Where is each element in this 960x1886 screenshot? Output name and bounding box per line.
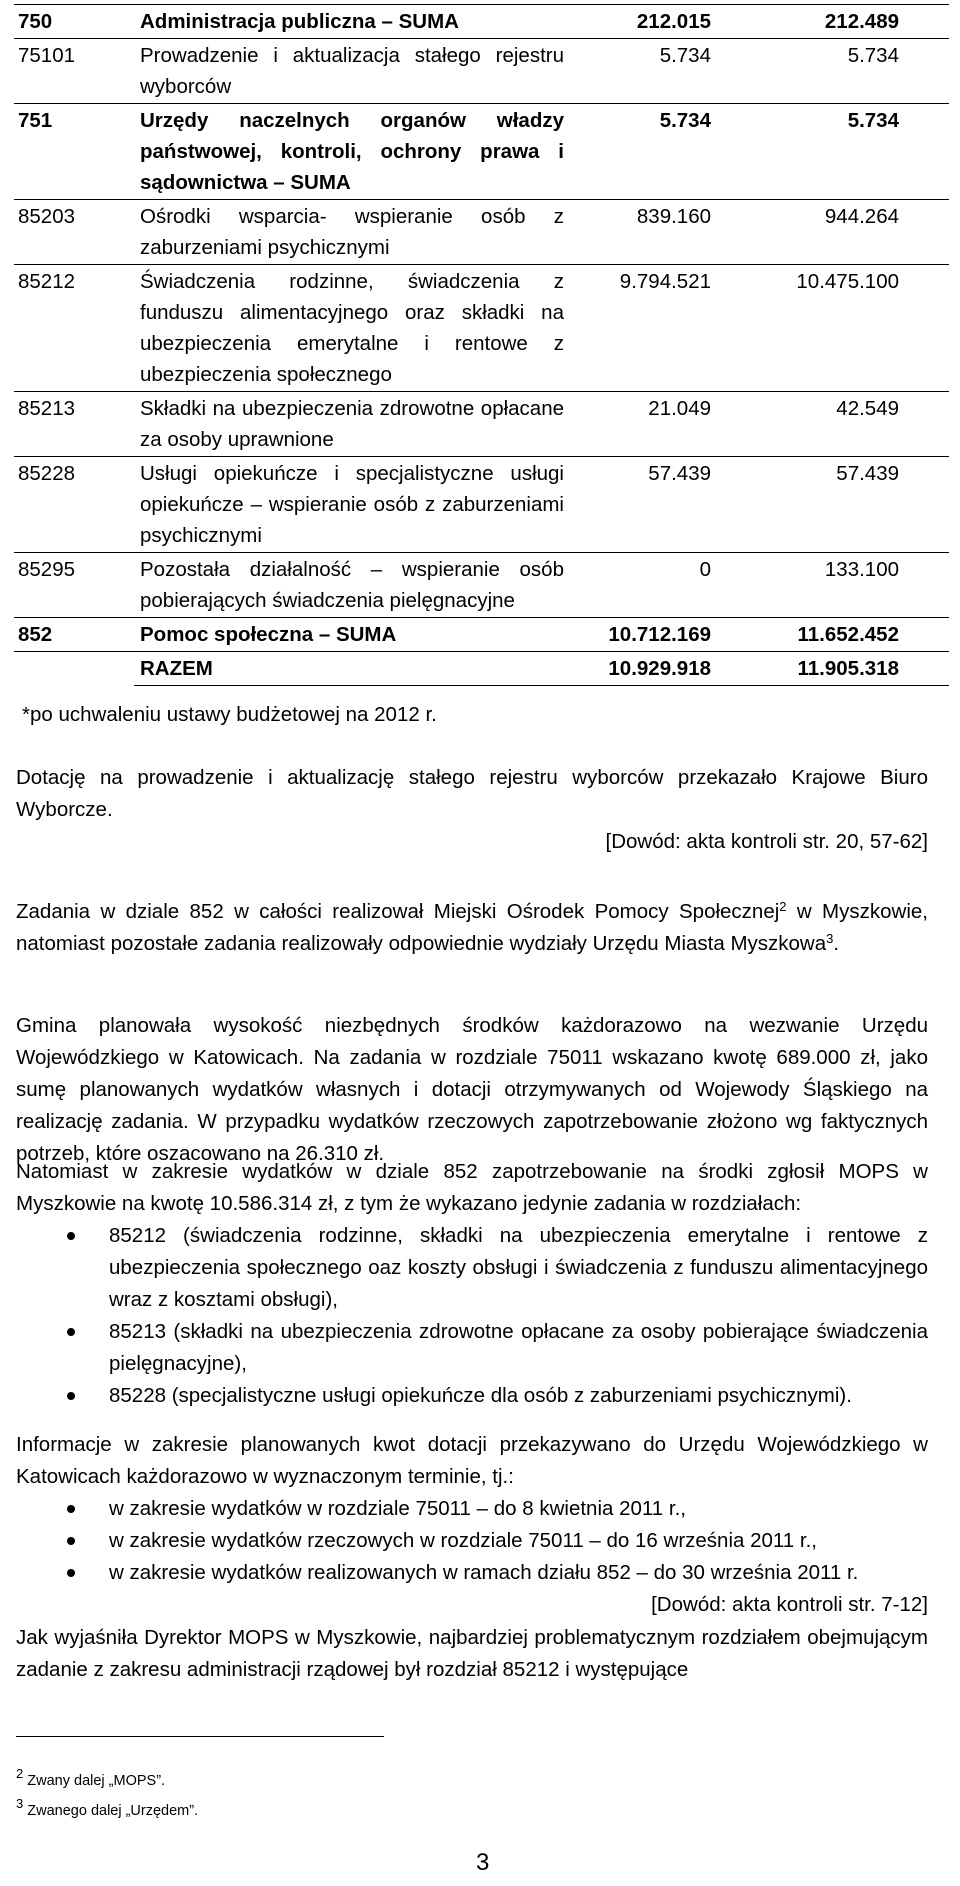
footnote-ref: 2 — [779, 899, 787, 914]
list-item: w zakresie wydatków realizowanych w ramach działu 852 – do 30 września 2011 r. — [109, 1557, 928, 1589]
row-value-1: 5.734 — [570, 39, 743, 104]
row-code: 85203 — [14, 200, 134, 265]
table-row — [14, 392, 949, 457]
row-value-1: 10.712.169 — [570, 618, 743, 652]
paragraph-director-explanation: Jak wyjaśniła Dyrektor MOPS w Myszkowie, najbardziej problematycznym rozdziałem obejmującym zadanie z zakresu administracji rządowej był rozdział 85212 i występujące — [16, 1626, 928, 1681]
footnote-separator — [16, 1736, 384, 1737]
table-row — [14, 457, 949, 553]
paragraph-funds-planning: Gmina planowała wysokość niezbędnych środków każdorazowo na wezwanie Urzędu Wojewódzkiego w Katowicach. Na zadania w rozdziale 75011 wskazano kwotę 689.000 zł, jako sumę planowanych wydatków własnych i dotacji otrzymywanych od Wojewody Śląskiego na realizację zadania. W przypadku wydatków rzeczowych zapotrzebowanie złożono wg faktycznych potrzeb, które oszacowano na 26.310 zł. — [16, 1014, 928, 1165]
row-name: Ośrodki wsparcia- wspieranie osób z zaburzeniami psychicznymi — [134, 200, 570, 265]
paragraph-mops-request: Natomiast w zakresie wydatków w dziale 852 zapotrzebowanie na środki zgłosił MOPS w Myszkowie na kwotę 10.586.314 zł, z tym że wykazano jedynie zadania w rozdziałach: 85212 (świadczenia rodzinne, składki na ubezpieczenia emerytalne i rentowe z ubezpieczenia społecznego oaz koszty obsługi i świadczenia z funduszu alimentacyjnego wraz z kosztami obsługi), 85213 (składki na ubezpieczenia zdrowotne opłacane za osoby pobierające świadczenia pielęgnacyjne), 85228 (specjalistyczne usługi opiekuńcze dla osób z zaburzeniami psychicznymi). — [16, 1156, 928, 1412]
row-name: Świadczenia rodzinne, świadczenia z funduszu alimentacyjnego oraz składki na ubezpieczenia emerytalne i rentowe z ubezpieczenia społecznego — [134, 265, 570, 392]
total-value-2: 11.905.318 — [743, 652, 949, 686]
row-code: 85212 — [14, 265, 134, 392]
row-name: Pozostała działalność – wspieranie osób pobierających świadczenia pielęgnacyjne — [134, 553, 570, 618]
total-value-1: 10.929.918 — [570, 652, 743, 686]
row-value-2: 11.652.452 — [743, 618, 949, 652]
row-value-1: 57.439 — [570, 457, 743, 553]
footnote-ref: 3 — [826, 931, 834, 946]
row-value-1: 0 — [570, 553, 743, 618]
list-item: w zakresie wydatków w rozdziale 75011 – do 8 kwietnia 2011 r., — [109, 1493, 928, 1525]
row-name: Usługi opiekuńcze i specjalistyczne usługi opiekuńcze – wspieranie osób z zaburzeniami psychicznymi — [134, 457, 570, 553]
row-code: 85228 — [14, 457, 134, 553]
page-number: 3 — [476, 1849, 490, 1876]
bullet-list — [16, 1493, 928, 1589]
paragraph-task-execution: Zadania w dziale 852 w całości realizował Miejski Ośrodek Pomocy Społecznej$^2$ w Myszkowie, natomiast pozostałe zadania realizowały odpowiednie wydziały Urzędu Miasta Myszkowa$^3$. — [16, 899, 928, 955]
budget-table — [14, 4, 949, 686]
row-value-2: 42.549 — [743, 392, 949, 457]
row-value-1: 9.794.521 — [570, 265, 743, 392]
row-name: Składki na ubezpieczenia zdrowotne opłacane za osoby uprawnione — [134, 392, 570, 457]
list-item: 85228 (specjalistyczne usługi opiekuńcze dla osób z zaburzeniami psychicznymi). — [109, 1380, 928, 1412]
table-row — [14, 39, 949, 104]
evidence-reference: [Dowód: akta kontroli str. 20, 57-62] — [605, 830, 928, 853]
row-value-2: 5.734 — [743, 104, 949, 200]
table-row — [14, 5, 949, 39]
row-code: 85295 — [14, 553, 134, 618]
evidence-reference: [Dowód: akta kontroli str. 7-12] — [651, 1593, 928, 1616]
row-value-2: 212.489 — [743, 5, 949, 39]
table-row — [14, 200, 949, 265]
paragraph-text: Dotację na prowadzenie i aktualizację stałego rejestru wyborców przekazało Krajowe Biuro Wyborcze. — [16, 766, 928, 821]
paragraph-deadlines: Informacje w zakresie planowanych kwot dotacji przekazywano do Urzędu Wojewódzkiego w Katowicach każdorazowo w wyznaczonym terminie, tj.: w zakresie wydatków w rozdziale 75011 – do 8 kwietnia 2011 r., w zakresie wydatków rzeczowych w rozdziale 75011 – do 16 września 2011 r., w zakresie wydatków realizowanych w ramach działu 852 – do 30 września 2011 r. [Dowód: akta kontroli str. 7-12] — [16, 1429, 928, 1621]
row-value-2: 944.264 — [743, 200, 949, 265]
row-code: 85213 — [14, 392, 134, 457]
table-note: *po uchwaleniu ustawy budżetowej na 2012 r. — [22, 703, 437, 726]
footnotes — [16, 1766, 198, 1826]
row-name: Pomoc społeczna – SUMA — [134, 618, 570, 652]
table-total-row — [14, 652, 949, 686]
table-row — [14, 553, 949, 618]
row-value-1: 212.015 — [570, 5, 743, 39]
table-row — [14, 618, 949, 652]
row-value-2: 57.439 — [743, 457, 949, 553]
footnote: $^3$ Zwanego dalej „Urzędem”. — [16, 1796, 199, 1819]
paragraph-electoral-register — [16, 762, 928, 858]
row-name: Prowadzenie i aktualizacja stałego rejestru wyborców — [134, 39, 570, 104]
row-code: 75101 — [14, 39, 134, 104]
row-value-2: 133.100 — [743, 553, 949, 618]
row-code: 852 — [14, 618, 134, 652]
row-code: 751 — [14, 104, 134, 200]
row-code: 750 — [14, 5, 134, 39]
table-row — [14, 104, 949, 200]
row-value-1: 21.049 — [570, 392, 743, 457]
row-value-1: 839.160 — [570, 200, 743, 265]
list-item: w zakresie wydatków rzeczowych w rozdziale 75011 – do 16 września 2011 r., — [109, 1525, 928, 1557]
row-value-2: 5.734 — [743, 39, 949, 104]
row-name: Administracja publiczna – SUMA — [134, 5, 570, 39]
list-item: 85212 (świadczenia rodzinne, składki na ubezpieczenia emerytalne i rentowe z ubezpieczenia społecznego oaz koszty obsługi i świadczenia z funduszu alimentacyjnego wraz z kosztami obsługi), — [109, 1220, 928, 1316]
footnote: $^2$ Zwany dalej „MOPS”. — [16, 1766, 166, 1789]
total-label: RAZEM — [134, 652, 570, 686]
row-value-1: 5.734 — [570, 104, 743, 200]
table-row — [14, 265, 949, 392]
row-name: Urzędy naczelnych organów władzy państwowej, kontroli, ochrony prawa i sądownictwa – SUMA — [134, 104, 570, 200]
row-value-2: 10.475.100 — [743, 265, 949, 392]
list-item: 85213 (składki na ubezpieczenia zdrowotne opłacane za osoby pobierające świadczenia pielęgnacyjne), — [109, 1316, 928, 1380]
bullet-list — [16, 1220, 928, 1412]
